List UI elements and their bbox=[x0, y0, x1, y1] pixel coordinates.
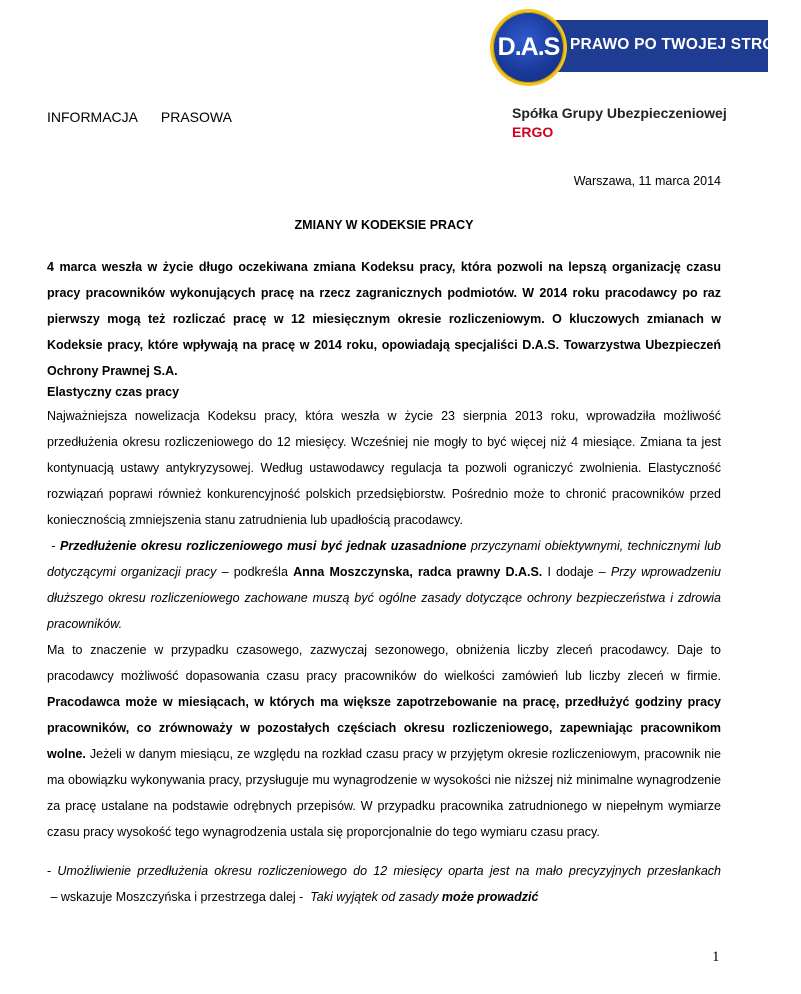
emphasis-italic: przyczynami obiektywnymi, technicznymi lub dotyczącymi organizacji pracy bbox=[47, 539, 721, 579]
section-heading: Elastyczny czas pracy bbox=[47, 385, 180, 399]
quote-italic: Taki wyjątek od zasady bbox=[306, 890, 442, 904]
quote-italic: Przy wprowadzeniu dłuższego okresu rozliczeniowego zachowane muszą być ogólne zasady dotyczące ochrony bezpieczeństwa i zdrowia pracowników. bbox=[47, 565, 721, 631]
quote-italic: Umożliwienie przedłużenia okresu rozliczeniowego do 12 miesięcy oparta jest na mało precyzyjnych przesłankach bbox=[57, 864, 722, 878]
article-body bbox=[47, 403, 721, 910]
ergo-label: ERGO bbox=[512, 124, 554, 140]
company-line: Spółka Grupy Ubezpieczeniowej bbox=[512, 105, 727, 121]
press-label: INFORMACJA PRASOWA bbox=[47, 109, 232, 125]
paragraph-2 bbox=[47, 533, 721, 637]
brand-slogan: PRAWO PO TWOJEJ STRONIE bbox=[570, 36, 801, 53]
text-run: Jeżeli w danym miesiącu, ze względu na rozkład czasu pracy w przyjętym okresie rozliczeniowym, pracownik nie ma obowiązku wykonywania pracy, przysługuje mu wynagrodzenie w wysokości nie niższej niż minimalne wynagrodzenie za pracę ustalane na podstawie odrębnych przepisów. W przypadku pracownika zatrudnionego w niepełnym wymiarze czasu pracy wysokość tego wynagrodzenia ustala się proporcjonalnie do tego wymiaru czasu pracy. bbox=[47, 747, 721, 839]
das-logo-text: D.A.S bbox=[497, 33, 560, 61]
paragraph-1: Najważniejsza nowelizacja Kodeksu pracy, która weszła w życie 23 sierpnia 2013 roku, wprowadziła możliwość przedłużenia okresu rozliczeniowego do 12 miesięcy. Wcześniej nie mogły to być więcej niż 4 miesiące. Zmiana ta jest kontynuacją ustawy antykryzysowej. Według ustawodawcy regulacja ta pozwoli ograniczyć zwolnienia. Elastyczność rozwiązań poprawi również konkurencyjność polskich przedsiębiorstw. Pośrednio może to chronić pracowników przed koniecznością zmniejszenia stanu zatrudnienia lub upadłością pracodawcy. bbox=[47, 409, 721, 527]
emphasis-bold-italic: może prowadzić bbox=[441, 890, 539, 904]
lead-paragraph: 4 marca weszła w życie długo oczekiwana zmiana Kodeksu pracy, która pozwoli na lepszą organizację czasu pracy pracowników wykonujących pracę na rzecz zagranicznych podmiotów. W 2014 roku pracodawcy po raz pierwszy mogą też rozliczać pracę w 12 miesięcznym okresie rozliczeniowym. O kluczowych zmianach w Kodeksie pracy, które wpływają na pracę w 2014 roku, opowiadają specjaliści D.A.S. Towarzystwa Ubezpieczeń Ochrony Prawnej S.A. bbox=[47, 260, 721, 378]
das-logo bbox=[490, 9, 567, 86]
page-title: ZMIANY W KODEKSIE PRACY bbox=[294, 218, 474, 232]
speaker-name: Anna Moszczynska, radca prawny D.A.S. bbox=[293, 565, 543, 579]
text-run: I dodaje – bbox=[542, 565, 611, 579]
text-run: Ma to znaczenie w przypadku czasowego, zazwyczaj sezonowego, obniżenia liczby zleceń pracodawcy. Daje to pracodawcy możliwość dopasowania czasu pracy pracowników do wielkości zamówień lub liczby zleceń w firmie. bbox=[47, 643, 721, 683]
page-number: 1 bbox=[712, 949, 720, 965]
paragraph-gap bbox=[47, 845, 721, 858]
dash: - bbox=[47, 539, 60, 553]
document-date: Warszawa, 11 marca 2014 bbox=[573, 174, 721, 188]
text-run: – podkreśla bbox=[216, 565, 294, 579]
paragraph-3 bbox=[47, 637, 721, 845]
emphasis-bold: Pracodawca może w miesiącach, w których ma większe zapotrzebowanie na pracę, przedłużyć godziny pracy pracowników, co zrównoważy w pozostałych częściach okresu rozliczeniowego, zapewniając pracownikom wolne. bbox=[47, 695, 721, 761]
emphasis-bold-italic: Przedłużenie okresu rozliczeniowego musi być jednak uzasadnione bbox=[60, 539, 467, 553]
text-run: – wskazuje Moszczyńska i przestrzega dalej - bbox=[47, 890, 307, 904]
paragraph-4 bbox=[47, 858, 721, 910]
dash: - bbox=[47, 864, 58, 878]
